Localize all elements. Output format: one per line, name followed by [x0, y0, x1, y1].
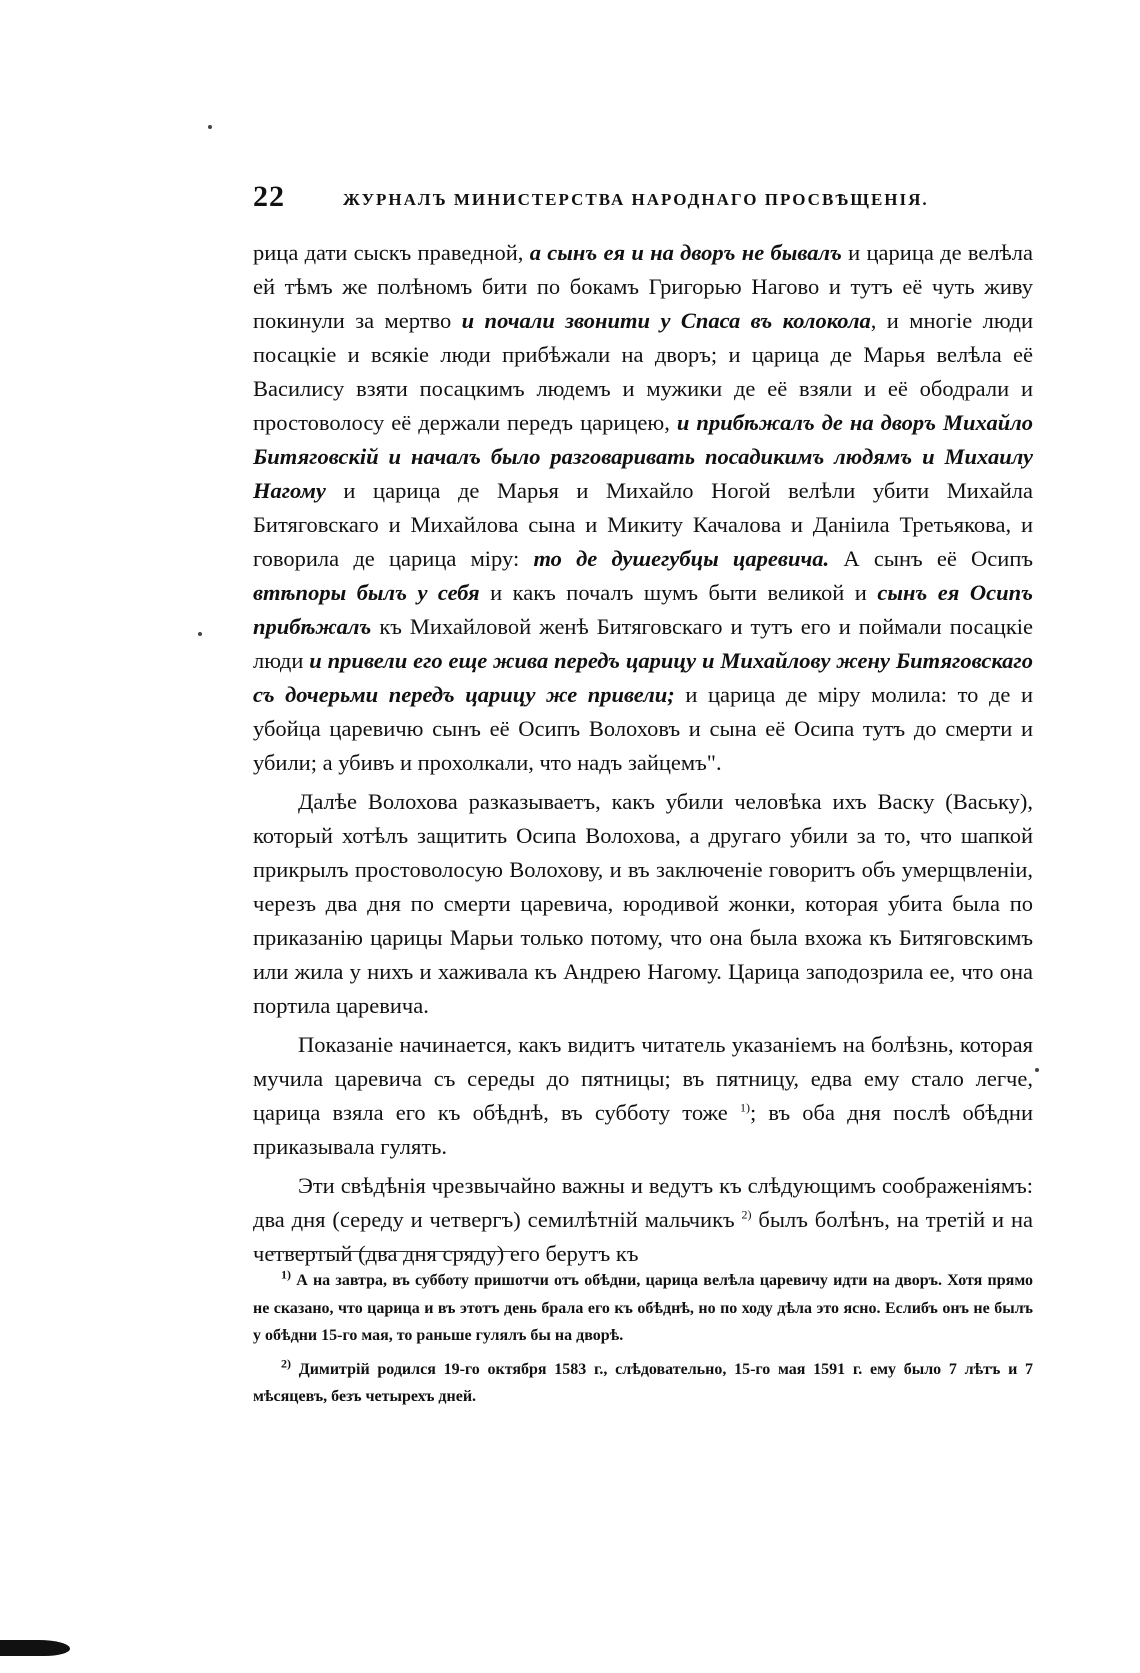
footnote [253, 1356, 1033, 1411]
body-text-segment: рица дати сыскъ праведной, [253, 240, 530, 265]
quoted-italic-text: то де душегубцы царевича. [533, 546, 830, 571]
body-text-segment: Далѣе Волохова разказываетъ, какъ убили человѣка ихъ Васку (Ваську), который хотѣлъ защитить Осипа Волохова, а другаго убили за то, что шапкой прикрылъ простоволосую Волохову, и въ заключеніе говоритъ объ умерщвленіи, черезъ два дня по смерти царевича, юродивой жонки, которая убита была по приказанію царицы Марьи только потому, что она была вхожа къ Битяговскимъ или жила у нихъ и хаживала къ Андрею Нагому. Царица заподозрила ее, что она портила царевича. [253, 789, 1033, 1018]
stray-mark-top [208, 125, 212, 129]
quoted-italic-text: сынъ ея Осипъ прибѣжалъ [253, 580, 1033, 639]
quoted-italic-text: и прибѣжалъ де на дворъ Михайло Битяговскій и началъ было разговаривать посадикимъ людямъ и Михаилу Нагому [253, 410, 1034, 503]
body-paragraph [253, 785, 1033, 1023]
stray-mark-left [198, 632, 202, 636]
body-text-segment: къ Михайловой женѣ Битяговскаго и тутъ его и поймали посацкіе люди [253, 614, 1033, 673]
page-header [253, 180, 1033, 220]
body-text-segment: и какъ почалъ шумъ быти великой и [479, 580, 878, 605]
body-text-segment: Показаніе начинается, какъ видитъ читатель указаніемъ на болѣзнь, которая мучила царевича съ середы до пятницы; въ пятницу, едва ему стало легче, царица взяла его къ обѣднѣ, въ субботу тоже [253, 1032, 1033, 1125]
body-text-segment: ; въ оба дня послѣ обѣдни приказывала гулять. [253, 1100, 1034, 1159]
body-text-segment: былъ болѣнъ, на третій и на четвертый (два дня сряду) его берутъ къ [253, 1207, 1034, 1266]
body-text-segment: А сынъ её Осипъ [829, 546, 1033, 571]
footnote-mark: 1) [281, 1267, 291, 1282]
body-paragraph [253, 1028, 1033, 1164]
body-paragraph [253, 236, 1033, 780]
body-paragraph [253, 1169, 1033, 1271]
running-title: ЖУРНАЛЪ МИНИСТЕРСТВА НАРОДНАГО ПРОСВѢЩЕНІЯ. [343, 190, 929, 209]
body-text-segment: и царица де Марья и Михайло Ногой велѣли убити Михайла Битяговскаго и Михайлова сына и Микиту Качалова и Даніила Третьякова, и говорила де царица міру: [253, 478, 1033, 571]
footnotes [253, 1267, 1033, 1411]
quoted-italic-text: и привели его еще жива передъ царицу и Михайлову жену Битяговскаго съ дочерьми передъ царицу же привели; [253, 648, 1033, 707]
quoted-italic-text: втѣпоры былъ у себя [253, 580, 480, 605]
footnote-reference: 1) [739, 1100, 750, 1115]
quoted-italic-text: и почали звонити у Спаса въ колокола [461, 308, 871, 333]
body-text [253, 236, 1033, 1271]
footnote-text: Димитрій родился 19-го октября 1583 г., слѣдовательно, 15-го мая 1591 г. ему было 7 лѣтъ и 7 мѣсяцевъ, безъ четырехъ дней. [253, 1360, 1033, 1405]
footnote-mark: 2) [281, 1356, 291, 1371]
body-text-segment: Эти свѣдѣнія чрезвычайно важны и ведутъ къ слѣдующимъ соображеніямъ: два дня (середу и четвергъ) семилѣтній мальчикъ [253, 1173, 1033, 1232]
quoted-italic-text: а сынъ ея и на дворъ не бывалъ [529, 240, 842, 265]
footnote-divider [272, 1251, 512, 1252]
page-number: 22 [253, 180, 285, 213]
footnote-reference: 2) [741, 1207, 752, 1222]
body-text-segment: , и многіе люди посацкіе и всякіе люди прибѣжали на дворъ; и царица де Марья велѣла её Василису взяти посацкимъ людемъ и мужики де её взяли и её ободрали и простоволосу её держали передъ царицею, [253, 308, 1033, 435]
page-edge-blot [0, 1640, 70, 1656]
body-text-segment: и царица де велѣла ей тѣмъ же полѣномъ бити по бокамъ Григорью Нагово и тутъ её чуть живу покинули за мертво [253, 240, 1033, 333]
footnote-text: А на завтра, въ субботу пришотчи отъ обѣдни, царица велѣла царевичу идти на дворъ. Хотя прямо не сказано, что царица и въ этотъ день брала его къ обѣднѣ, но по ходу дѣла это ясно. Еслибъ онъ не былъ у обѣдни 15-го мая, то раньше гулялъ бы на дворѣ. [253, 1272, 1033, 1344]
stray-mark-right [1035, 1068, 1039, 1072]
body-text-segment: и царица де міру молила: то де и убойца царевичю сынъ её Осипъ Волоховъ и сына её Осипа тутъ до смерти и убили; а убивъ и прохолкали, что надъ зайцемъ". [253, 682, 1033, 775]
footnote [253, 1267, 1033, 1350]
